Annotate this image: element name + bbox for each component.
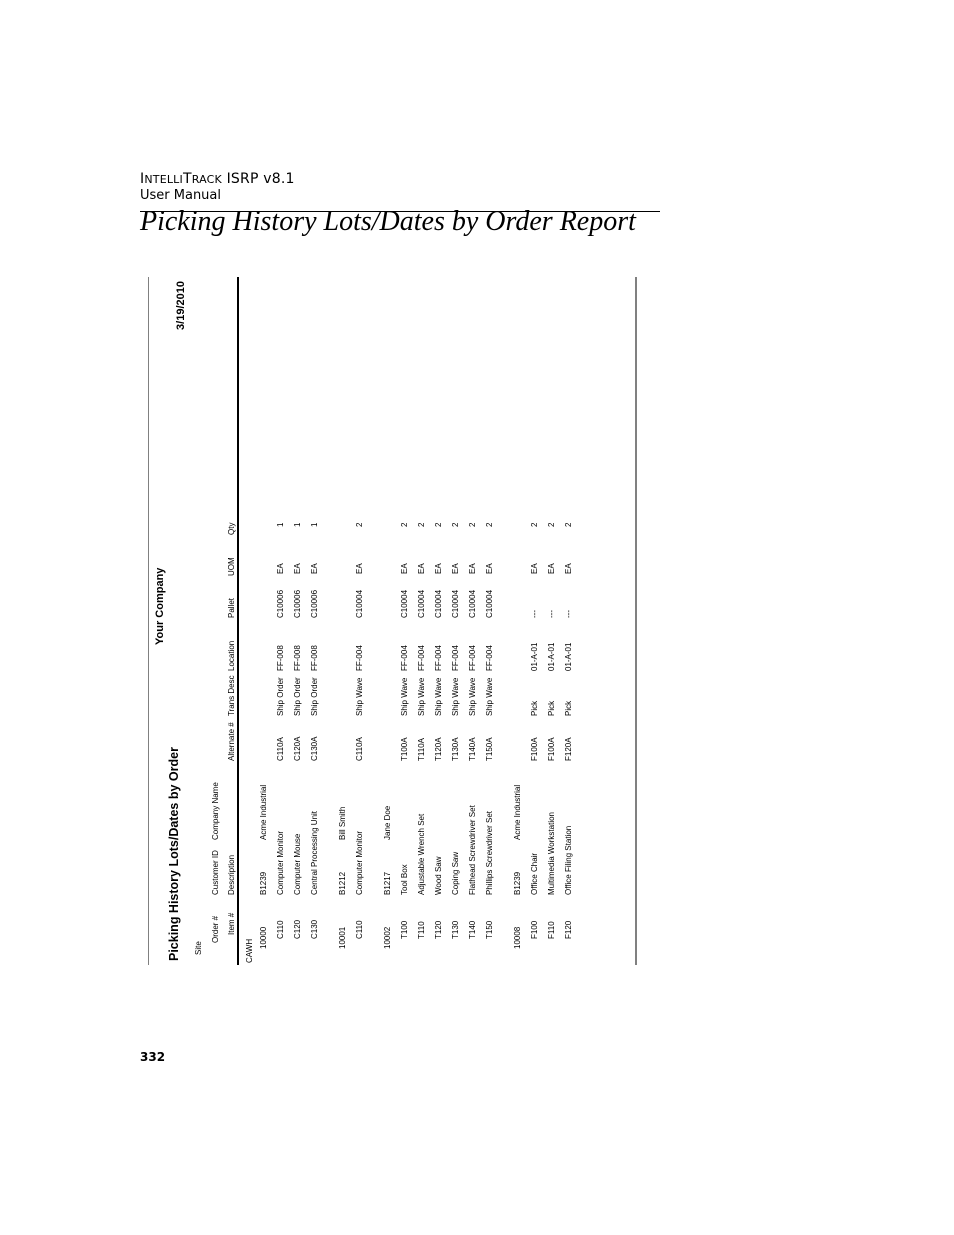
header-item-no: Item #: [227, 912, 236, 935]
item-number: T100: [400, 920, 409, 939]
item-pallet: C10004: [468, 589, 477, 618]
order-customer-id: B1217: [383, 871, 392, 895]
order-number: 10001: [338, 926, 347, 949]
item-description: Phillips Screwdriver Set: [485, 810, 494, 895]
site-code: CAWH: [245, 938, 254, 963]
report-company: Your Company: [154, 567, 166, 645]
item-pallet: C10004: [400, 589, 409, 618]
item-location: FF-008: [293, 645, 302, 671]
order-number: 10000: [259, 926, 268, 949]
item-number: F120: [564, 920, 573, 939]
item-location: 01-A-01: [564, 642, 573, 671]
item-number: T110: [417, 921, 426, 939]
item-qty: 2: [530, 522, 539, 527]
item-description: Computer Monitor: [355, 830, 364, 895]
item-uom: EA: [310, 563, 319, 574]
item-trans-desc: Pick: [547, 700, 556, 716]
item-trans-desc: Ship Wave: [485, 677, 494, 716]
item-qty: 2: [547, 522, 556, 527]
report-image: [148, 277, 638, 965]
item-uom: EA: [547, 563, 556, 574]
header-description: Description: [227, 854, 236, 895]
order-customer-id: B1239: [513, 871, 522, 895]
order-company-name: Acme Industrial: [259, 784, 268, 840]
item-pallet: C10004: [451, 589, 460, 618]
item-location: FF-004: [400, 645, 409, 671]
item-number: C110: [276, 920, 285, 939]
item-alternate: F120A: [564, 737, 573, 761]
item-trans-desc: Ship Order: [276, 677, 285, 716]
item-pallet: ---: [564, 610, 573, 618]
item-alternate: C110A: [276, 737, 285, 761]
item-description: Central Processing Unit: [310, 810, 319, 895]
item-trans-desc: Ship Wave: [355, 677, 364, 716]
item-pallet: C10004: [485, 589, 494, 618]
item-alternate: T120A: [434, 737, 443, 761]
item-alternate: C120A: [293, 736, 302, 761]
item-location: FF-004: [355, 645, 364, 671]
item-description: Coping Saw: [451, 851, 460, 895]
item-description: Computer Mouse: [293, 833, 302, 895]
item-qty: 2: [417, 522, 426, 527]
product-header: [140, 171, 295, 187]
item-qty: 2: [485, 522, 494, 527]
item-alternate: T100A: [400, 737, 409, 761]
item-pallet: C10006: [276, 589, 285, 618]
item-description: Computer Monitor: [276, 830, 285, 895]
item-trans-desc: Ship Order: [293, 677, 302, 716]
item-alternate: T150A: [485, 737, 494, 761]
item-description: Wood Saw: [434, 856, 443, 895]
item-description: Adjustable Wrench Set: [417, 813, 426, 895]
report-title: Picking History Lots/Dates by Order: [167, 747, 181, 961]
item-number: C120: [293, 919, 302, 939]
item-description: Office Chair: [530, 852, 539, 895]
product-version: ISRP v8.1: [221, 171, 295, 187]
item-alternate: F100A: [547, 737, 556, 761]
header-site: Site: [194, 941, 203, 955]
item-qty: 2: [434, 522, 443, 527]
header-alternate: Alternate #: [227, 722, 236, 761]
header-location: Location: [227, 640, 236, 671]
item-uom: EA: [417, 563, 426, 574]
item-pallet: C10006: [310, 589, 319, 618]
item-uom: EA: [564, 563, 573, 574]
item-trans-desc: Ship Wave: [451, 677, 460, 716]
item-number: F110: [547, 921, 556, 939]
item-trans-desc: Pick: [564, 700, 573, 716]
product-smallcaps-2: RACK: [191, 173, 222, 186]
item-uom: EA: [434, 563, 443, 574]
item-uom: EA: [485, 563, 494, 574]
item-alternate: T140A: [468, 737, 477, 761]
manual-label: User Manual: [140, 188, 222, 203]
item-uom: EA: [400, 563, 409, 574]
item-qty: 2: [564, 522, 573, 527]
item-trans-desc: Ship Wave: [400, 677, 409, 716]
rotated-report: [148, 277, 638, 965]
item-trans-desc: Pick: [530, 700, 539, 716]
item-pallet: ---: [530, 610, 539, 618]
item-qty: 1: [293, 522, 302, 527]
item-pallet: C10004: [434, 589, 443, 618]
header-uom: UOM: [227, 557, 236, 576]
item-trans-desc: Ship Wave: [417, 677, 426, 716]
order-number: 10008: [513, 926, 522, 949]
item-pallet: C10006: [293, 589, 302, 618]
order-customer-id: B1212: [338, 871, 347, 895]
item-description: Tool Box: [400, 864, 409, 895]
order-customer-id: B1239: [259, 871, 268, 895]
item-location: 01-A-01: [530, 642, 539, 671]
item-alternate: C130A: [310, 736, 319, 761]
item-location: FF-004: [485, 645, 494, 671]
order-company-name: Jane Doe: [383, 805, 392, 840]
item-location: FF-004: [468, 645, 477, 671]
item-alternate: T110A: [417, 738, 426, 761]
order-company-name: Bill Smith: [338, 806, 347, 840]
item-qty: 1: [276, 522, 285, 527]
header-qty: Qty: [227, 522, 236, 535]
item-location: FF-004: [434, 645, 443, 671]
item-number: C130: [310, 919, 319, 939]
item-uom: EA: [293, 563, 302, 574]
item-number: T140: [468, 920, 477, 939]
item-alternate: C110A: [355, 737, 364, 761]
item-description: Flathead Screwdriver Set: [468, 805, 477, 895]
item-location: 01-A-01: [547, 642, 556, 671]
product-initial-t: T: [182, 171, 192, 187]
item-description: Multimedia Workstation: [547, 812, 556, 895]
item-pallet: C10004: [417, 589, 426, 618]
item-number: T120: [434, 920, 443, 939]
header-customer-id: Customer ID: [211, 850, 220, 895]
header-trans-desc: Trans Desc: [227, 675, 236, 716]
item-trans-desc: Ship Wave: [434, 677, 443, 716]
item-number: C110: [355, 920, 364, 939]
item-number: T150: [485, 920, 494, 939]
item-uom: EA: [468, 563, 477, 574]
item-pallet: C10004: [355, 589, 364, 618]
item-trans-desc: Ship Order: [310, 677, 319, 716]
item-location: FF-004: [451, 645, 460, 671]
item-uom: EA: [451, 563, 460, 574]
header-order-no: Order #: [211, 915, 220, 943]
product-initial-i: I: [140, 171, 145, 187]
report-date: 3/19/2010: [175, 281, 187, 330]
item-qty: 1: [310, 522, 319, 527]
item-qty: 2: [355, 522, 364, 527]
item-description: Office Filing Station: [564, 825, 573, 895]
order-number: 10002: [383, 926, 392, 949]
item-qty: 2: [451, 522, 460, 527]
item-location: FF-008: [310, 645, 319, 671]
item-uom: EA: [355, 563, 364, 574]
item-number: F100: [530, 920, 539, 939]
header-company-name: Company Name: [211, 782, 220, 840]
item-location: FF-008: [276, 645, 285, 671]
page-title: Picking History Lots/Dates by Order Report: [140, 206, 636, 237]
item-qty: 2: [400, 522, 409, 527]
order-company-name: Acme Industrial: [513, 784, 522, 840]
item-number: T130: [451, 920, 460, 939]
item-qty: 2: [468, 522, 477, 527]
product-smallcaps-1: NTELLI: [144, 173, 183, 186]
header-pallet: Pallet: [227, 597, 236, 618]
item-alternate: F100A: [530, 737, 539, 761]
item-uom: EA: [530, 563, 539, 574]
page-number: 332: [140, 1050, 166, 1064]
item-location: FF-004: [417, 645, 426, 671]
item-alternate: T130A: [451, 737, 460, 761]
item-trans-desc: Ship Wave: [468, 677, 477, 716]
item-uom: EA: [276, 563, 285, 574]
item-pallet: ---: [547, 610, 556, 618]
